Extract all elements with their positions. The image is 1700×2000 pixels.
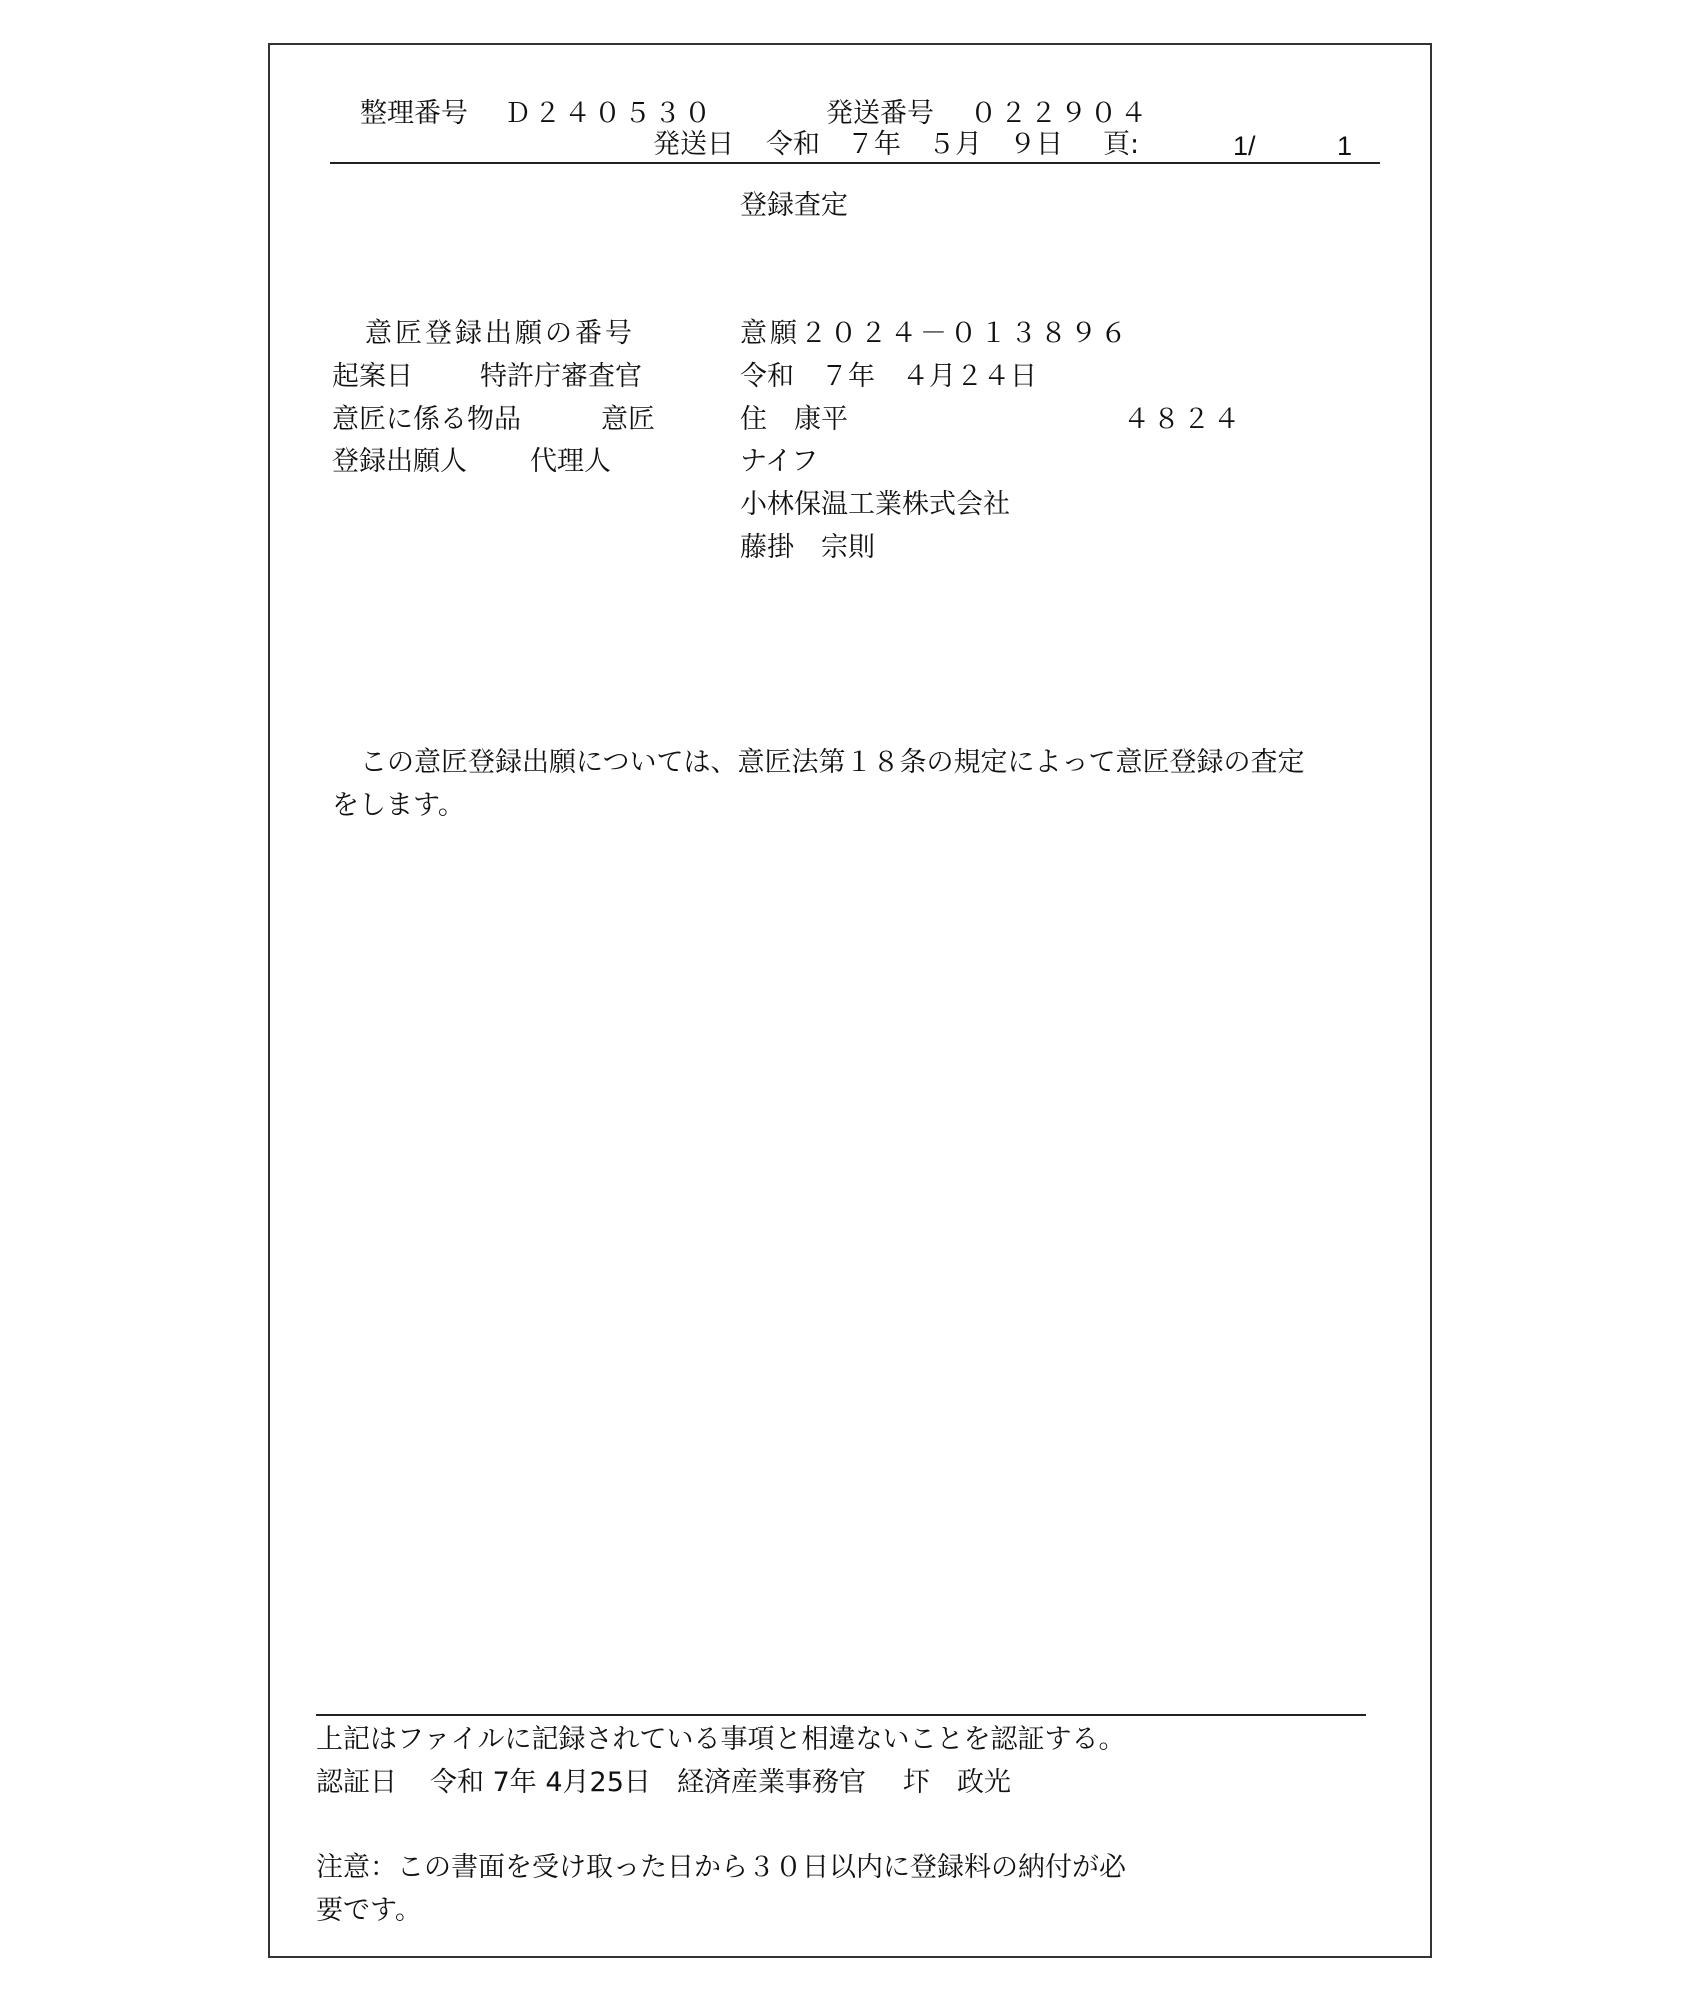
document-title: 登録査定: [740, 190, 848, 221]
article-label: 意匠に係る物品: [332, 404, 521, 435]
agent-label: 代理人: [530, 446, 611, 477]
application-number-value: 意願２０２４－０１３８９６: [740, 318, 1130, 349]
page-label: 頁:: [1103, 129, 1140, 160]
certification-date-label: 認証日: [316, 1767, 397, 1798]
examiner-label: 特許庁審査官: [480, 361, 642, 392]
page-total: 1: [1337, 131, 1353, 161]
applicant-label: 登録出願人: [332, 446, 467, 477]
ref-number-value: Ｄ２４０５３０: [504, 98, 714, 129]
certification-officer-name: 圷 政光: [903, 1767, 1011, 1798]
body-text-line-1: この意匠登録出願については、意匠法第１８条の規定によって意匠登録の査定: [360, 747, 1305, 778]
dispatch-number-value: ０２２９０４: [970, 98, 1150, 129]
article-value: ナイフ: [740, 446, 819, 477]
dispatch-date-value: 令和 ７年 ５月 ９日: [766, 129, 1063, 160]
footer-rule: [316, 1714, 1366, 1716]
header-rule: [330, 162, 1380, 164]
ref-number-label: 整理番号: [360, 98, 468, 129]
application-number-label: 意匠登録出願の番号: [365, 318, 635, 349]
draft-date-label: 起案日: [332, 361, 413, 392]
page-current: 1/: [1233, 131, 1256, 161]
examiner-name: 住 康平: [740, 404, 848, 435]
dispatch-date-label: 発送日: [653, 129, 734, 160]
certification-statement: 上記はファイルに記録されている事項と相違ないことを認証する。: [316, 1724, 1126, 1755]
draft-date-value: 令和 ７年 ４月２４日: [740, 361, 1037, 392]
dispatch-number-label: 発送番号: [826, 98, 934, 129]
body-text-line-2: をします。: [332, 790, 465, 821]
applicant-value: 小林保温工業株式会社: [740, 489, 1010, 520]
agent-value: 藤掛 宗則: [740, 532, 875, 563]
certification-officer-title: 経済産業事務官: [677, 1767, 866, 1798]
notice-line-2: 要です。: [316, 1895, 422, 1926]
certification-date-value: 令和 7年 4月25日: [430, 1767, 651, 1798]
design-label: 意匠: [601, 404, 655, 435]
notice-line-1: 注意：この書面を受け取った日から３０日以内に登録料の納付が必: [316, 1852, 1126, 1883]
examiner-code: ４８２４: [1123, 404, 1243, 435]
